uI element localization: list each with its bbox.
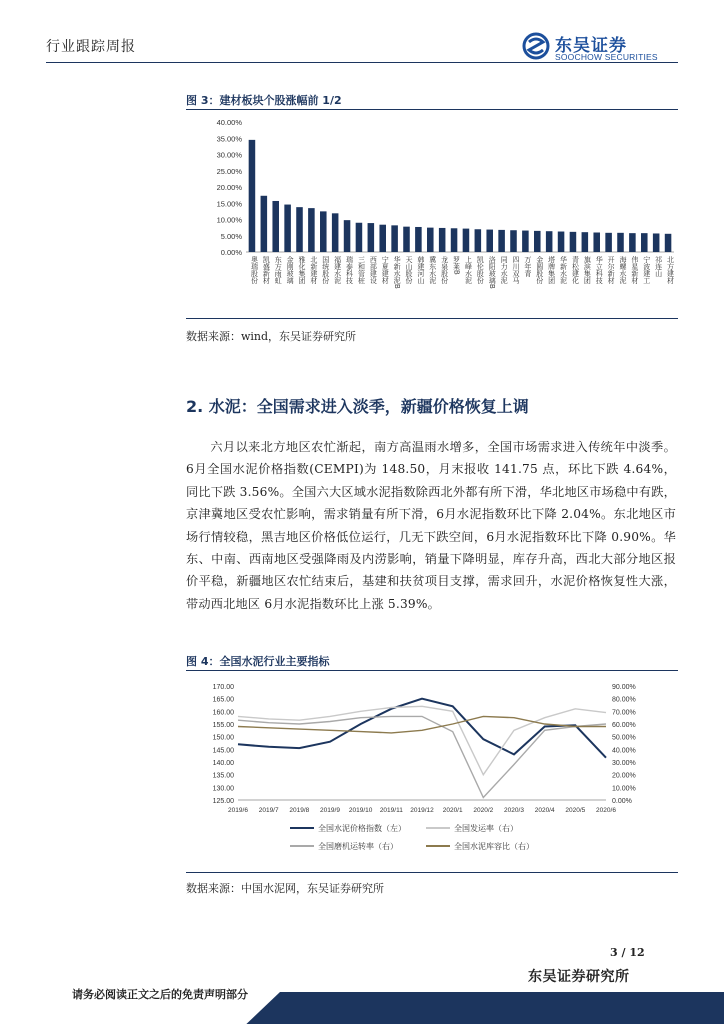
- x-tick-label: 雅化集团: [298, 256, 305, 284]
- x-tick-label: 北新建材: [309, 256, 317, 284]
- x-tick-label: 奥瑞股份: [250, 256, 258, 284]
- x-tick-label: 2019/6: [228, 807, 248, 814]
- bar: [261, 196, 268, 252]
- y-tick-label: 25.00%: [216, 166, 242, 176]
- bar: [368, 223, 375, 252]
- x-tick-label: 2020/6: [596, 807, 616, 814]
- left-tick-label: 165.00: [212, 696, 234, 704]
- bar: [605, 233, 612, 252]
- left-tick-label: 170.00: [212, 684, 234, 691]
- logo-text-en: SOOCHOW SECURITIES: [555, 52, 658, 62]
- left-tick-label: 140.00: [212, 760, 234, 767]
- bar: [486, 230, 493, 252]
- x-tick-label: 华新水泥: [559, 256, 567, 284]
- bar: [249, 140, 256, 252]
- bar: [320, 211, 327, 252]
- legend-label: 全国发运率（右）: [454, 824, 518, 833]
- left-tick-label: 135.00: [212, 772, 234, 780]
- bar: [593, 233, 600, 253]
- bar: [403, 227, 410, 252]
- figure3-bottom-rule: [186, 318, 678, 319]
- right-tick-label: 90.00%: [612, 684, 636, 691]
- x-tick-label: 2019/8: [289, 807, 310, 814]
- x-tick-label: 凯伦股份: [476, 256, 484, 284]
- x-tick-label: 2020/1: [442, 807, 463, 814]
- x-tick-label: 金圆股份: [535, 256, 543, 284]
- right-tick-label: 50.00%: [612, 734, 636, 742]
- bar: [451, 228, 458, 252]
- bar: [498, 230, 505, 252]
- figure4-top-rule: [186, 670, 678, 671]
- x-tick-label: 四川双马: [512, 256, 519, 284]
- bar: [510, 230, 517, 252]
- bar: [653, 233, 660, 252]
- x-tick-label: 2020/2: [473, 807, 494, 814]
- body-paragraph: 六月以来北方地区农忙渐起，南方高温雨水增多，全国市场需求进入传统年中淡季。6月全国水泥价格指数(CEMPI)为 148.50，月末报收 141.75 点，环比下跌 4.64%，同比下跌 3.56%。全国六大区域水泥指数除西北外都有所下滑，华北地区市场稳中有跌，京津冀地区受农忙影响，需求销量有所下滑，6月水泥指数环比下降 2.04%。东北地区市场行情较稳，黑吉地区价格低位运行，几无下跌空间，6月水泥指数环比下降 0.90%。华东、中南、西南地区受强降雨及内涝影响，销量下降明显，库存升高，西北大部分地区报价平稳，新疆地区农忙结束后，基建和扶贫项目支撑，需求回升，水泥价格恢复性大涨，带动西北地区 6月水泥指数环比上涨 5.39%。: [186, 440, 676, 611]
- bar: [308, 208, 315, 252]
- x-tick-label: 2020/3: [504, 807, 524, 814]
- x-tick-label: 东方雨虹: [274, 256, 282, 284]
- left-tick-label: 130.00: [212, 785, 234, 793]
- right-tick-label: 70.00%: [612, 709, 636, 717]
- x-tick-label: 金刚玻璃: [286, 256, 294, 284]
- x-tick-label: 青松建化: [571, 256, 579, 284]
- legend-label: 全国水泥库容比（右）: [454, 842, 534, 851]
- x-tick-label: 凯盛新材: [262, 256, 270, 284]
- x-tick-label: 瑞泰科技: [345, 256, 353, 284]
- bar: [558, 232, 565, 252]
- x-tick-label: 冀东水泥: [428, 256, 436, 284]
- figure3-caption: 图 3：建材板块个股涨幅前 1/2: [186, 94, 342, 107]
- institute-name: 东吴证券研究所: [528, 969, 630, 985]
- series-line: [238, 716, 606, 733]
- figure3-top-rule: [186, 109, 678, 110]
- y-tick-label: 15.00%: [216, 199, 242, 209]
- bar: [344, 220, 351, 252]
- y-tick-label: 40.00%: [216, 118, 242, 127]
- bar: [427, 228, 434, 252]
- figure4-caption: 图 4：全国水泥行业主要指标: [186, 655, 330, 668]
- y-tick-label: 0.00%: [220, 248, 242, 257]
- legend-label: 全国磨机运转率（右）: [318, 842, 398, 851]
- legend-label: 全国水泥价格指数（左）: [318, 824, 406, 833]
- y-tick-label: 10.00%: [216, 215, 242, 225]
- x-tick-label: 三和管桩: [357, 256, 365, 284]
- bar: [356, 223, 363, 252]
- x-tick-label: 宁波建工: [642, 256, 650, 284]
- line-chart-cement-indicators: [186, 674, 678, 864]
- x-tick-label: 塔牌集团: [547, 256, 555, 284]
- right-tick-label: 40.00%: [612, 747, 636, 755]
- bar-chart-top-gainers: [186, 112, 678, 312]
- report-type: 行业跟踪周报: [46, 39, 136, 55]
- x-tick-label: 祁连山: [654, 256, 662, 277]
- figure4-bottom-rule: [186, 872, 678, 873]
- x-tick-label: 2019/10: [348, 807, 373, 814]
- left-tick-label: 145.00: [212, 747, 234, 755]
- x-tick-label: 2019/9: [320, 807, 340, 814]
- bar: [391, 225, 398, 252]
- bar: [272, 201, 279, 252]
- x-tick-label: 2019/7: [258, 807, 279, 814]
- y-tick-label: 30.00%: [216, 150, 242, 160]
- bar: [617, 233, 624, 252]
- right-tick-label: 80.00%: [612, 696, 636, 704]
- bar: [439, 228, 446, 252]
- x-tick-label: 龙泉股份: [440, 256, 448, 284]
- x-tick-label: 2020/4: [534, 807, 555, 814]
- x-tick-label: 上峰水泥: [464, 256, 472, 284]
- bar: [463, 229, 470, 252]
- right-tick-label: 10.00%: [612, 785, 636, 793]
- right-tick-label: 30.00%: [612, 760, 636, 767]
- right-tick-label: 20.00%: [612, 772, 636, 780]
- bar: [522, 231, 529, 252]
- logo-mark-icon: [521, 32, 551, 62]
- x-tick-label: 华立科技: [595, 256, 603, 284]
- x-tick-label: 同力水泥: [500, 256, 508, 284]
- bar: [546, 231, 553, 252]
- logo-text-cn: 东吴证券: [555, 36, 627, 56]
- x-tick-label: 开尔新材: [607, 256, 615, 284]
- y-tick-label: 5.00%: [220, 231, 242, 241]
- x-tick-label: 海螺水泥: [619, 256, 626, 284]
- bar: [284, 205, 291, 252]
- x-tick-label: 华新水泥B: [393, 256, 401, 289]
- x-tick-label: 洛阳玻璃B: [488, 256, 496, 289]
- x-tick-label: 旗滨集团: [583, 256, 591, 284]
- bar: [629, 233, 636, 252]
- bar: [296, 207, 303, 252]
- x-tick-label: 韩建河山: [416, 256, 424, 284]
- x-tick-label: 伟星新材: [630, 256, 638, 284]
- x-tick-label: 西部建设: [369, 256, 377, 284]
- header-rule: [46, 62, 678, 63]
- x-tick-label: 宁夏建材: [381, 256, 389, 284]
- bar: [379, 225, 386, 252]
- bar: [475, 229, 482, 252]
- right-tick-label: 60.00%: [612, 722, 636, 729]
- y-tick-label: 20.00%: [216, 183, 242, 192]
- bar: [582, 232, 589, 252]
- section-heading: 2. 水泥：全国需求进入淡季，新疆价格恢复上调: [186, 397, 529, 416]
- brand-logo: [521, 31, 671, 63]
- bar: [415, 227, 422, 252]
- x-tick-label: 北方建材: [666, 256, 674, 284]
- x-tick-label: 2019/11: [379, 807, 403, 814]
- x-tick-label: 万年青: [523, 256, 531, 277]
- left-tick-label: 160.00: [212, 709, 234, 717]
- bar: [570, 232, 577, 252]
- x-tick-label: 天山股份: [405, 256, 412, 284]
- figure3-source: 数据来源：wind，东吴证券研究所: [186, 330, 357, 343]
- x-tick-label: 国统股份: [321, 256, 329, 284]
- x-tick-label: 罗莱B: [452, 256, 460, 275]
- y-tick-label: 35.00%: [216, 134, 242, 144]
- x-tick-label: 福建水泥: [333, 256, 341, 284]
- bar: [641, 233, 648, 252]
- figure4-source: 数据来源：中国水泥网，东吴证券研究所: [186, 882, 384, 895]
- x-tick-label: 2020/5: [565, 807, 586, 814]
- bar: [534, 231, 541, 252]
- left-tick-label: 155.00: [212, 722, 234, 729]
- page-number: 3 / 12: [610, 946, 645, 959]
- bar: [332, 213, 339, 252]
- footer-disclaimer: 请务必阅读正文之后的免责声明部分: [72, 988, 248, 1001]
- left-tick-label: 125.00: [212, 798, 234, 805]
- left-tick-label: 150.00: [212, 734, 234, 742]
- bar: [665, 234, 672, 252]
- x-tick-label: 2019/12: [410, 807, 434, 814]
- right-tick-label: 0.00%: [612, 798, 632, 805]
